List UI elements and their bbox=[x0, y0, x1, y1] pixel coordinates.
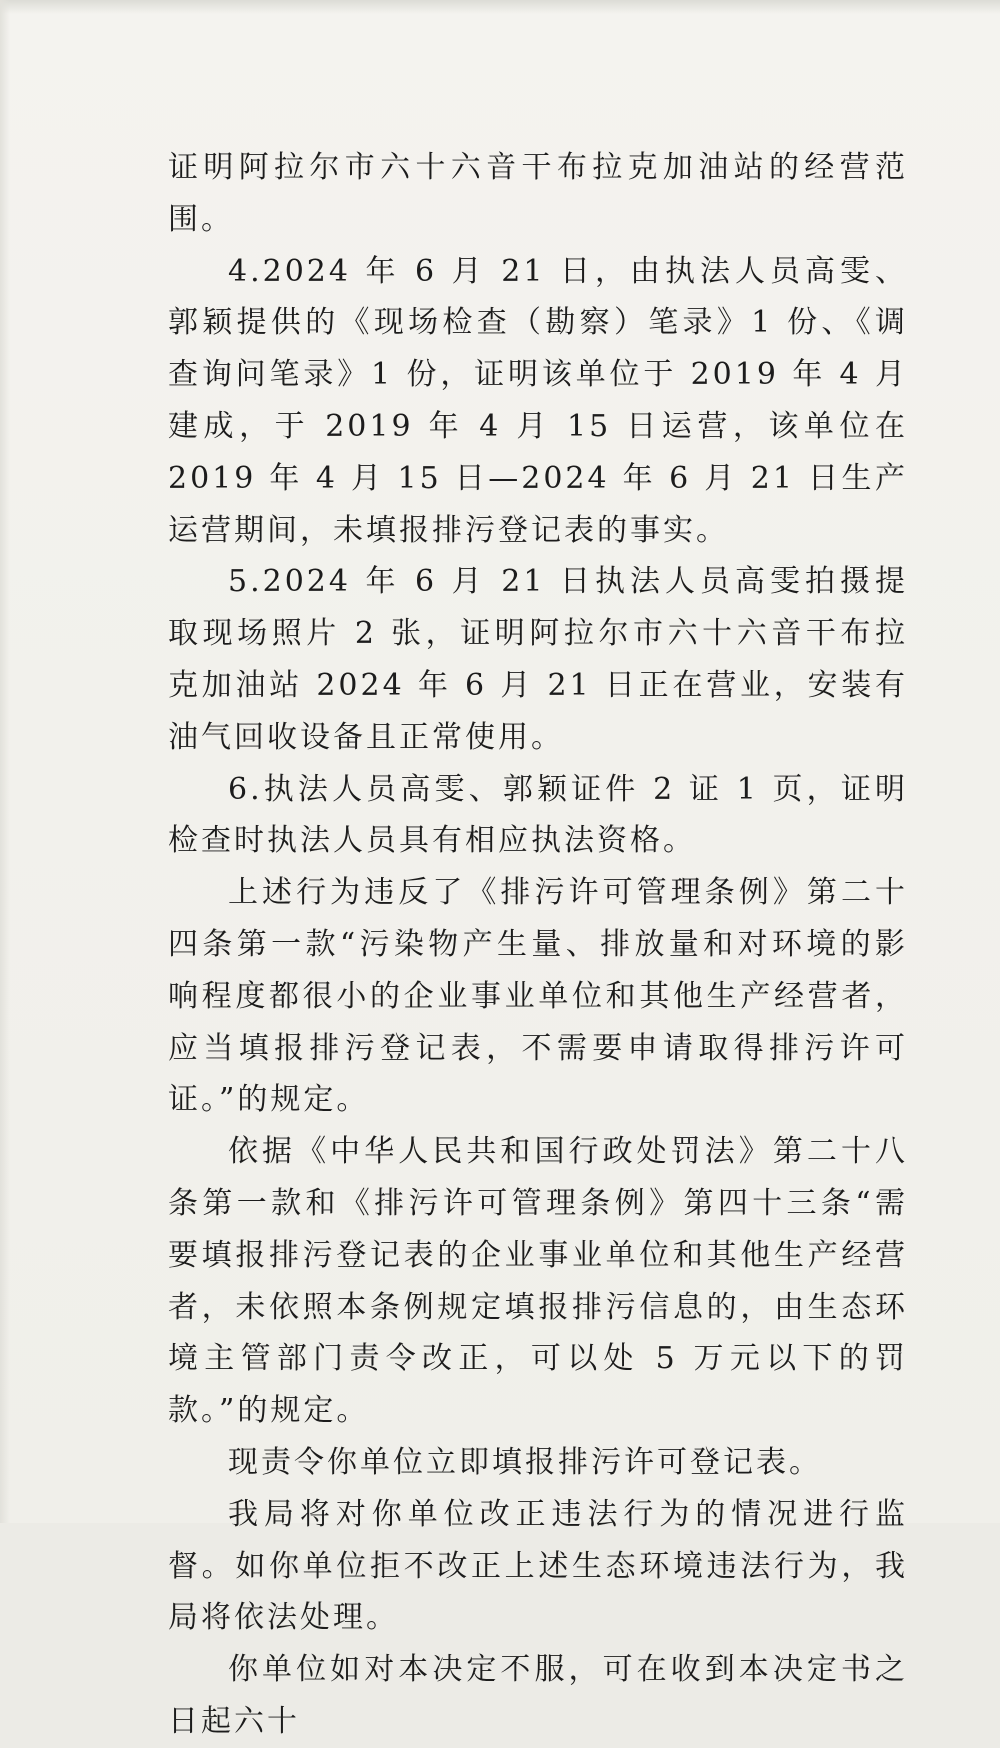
paragraph-evidence-4: 4.2024 年 6 月 21 日，由执法人员高雯、郭颖提供的《现场检查（勘察）笔录》1 份、《调查询问笔录》1 份，证明该单位于 2019 年 4 月建成，于 2019 年 4 月 15 日运营，该单位在 2019 年 4 月 15 日—2024 年 6 月 21 日生产运营期间，未填报排污登记表的事实。 bbox=[168, 253, 908, 548]
scan-edge-top bbox=[0, 0, 1000, 14]
paragraph-evidence-6: 6.执法人员高雯、郭颖证件 2 证 1 页，证明检查时执法人员具有相应执法资格。 bbox=[168, 771, 908, 859]
paragraph-continuation: 证明阿拉尔市六十六音干布拉克加油站的经营范围。 bbox=[168, 150, 908, 237]
document-body bbox=[168, 142, 908, 1748]
scan-edge-left bbox=[0, 0, 10, 1523]
paragraph-violation: 上述行为违反了《排污许可管理条例》第二十四条第一款“污染物产生量、排放量和对环境的影响程度都很小的企业事业单位和其他生产经营者，应当填报排污登记表，不需要申请取得排污许可证。”的规定。 bbox=[168, 875, 908, 1118]
paragraph-evidence-5: 5.2024 年 6 月 21 日执法人员高雯拍摄提取现场照片 2 张，证明阿拉尔市六十六音干布拉克加油站 2024 年 6 月 21 日正在营业，安装有油气回收设备且正常使用。 bbox=[168, 564, 908, 755]
paragraph-legal-basis: 依据《中华人民共和国行政处罚法》第二十八条第一款和《排污许可管理条例》第四十三条“需要填报排污登记表的企业事业单位和其他生产经营者，未依照本条例规定填报排污信息的，由生态环境主管部门责令改正，可以处 5 万元以下的罚款。”的规定。 bbox=[168, 1134, 908, 1429]
paragraph-supervision: 我局将对你单位改正违法行为的情况进行监督。如你单位拒不改正上述生态环境违法行为，我局将依法处理。 bbox=[168, 1496, 908, 1636]
paragraph-order: 现责令你单位立即填报排污许可登记表。 bbox=[228, 1444, 822, 1480]
paragraph-appeal: 你单位如对本决定不服，可在收到本决定书之日起六十 bbox=[168, 1652, 908, 1739]
